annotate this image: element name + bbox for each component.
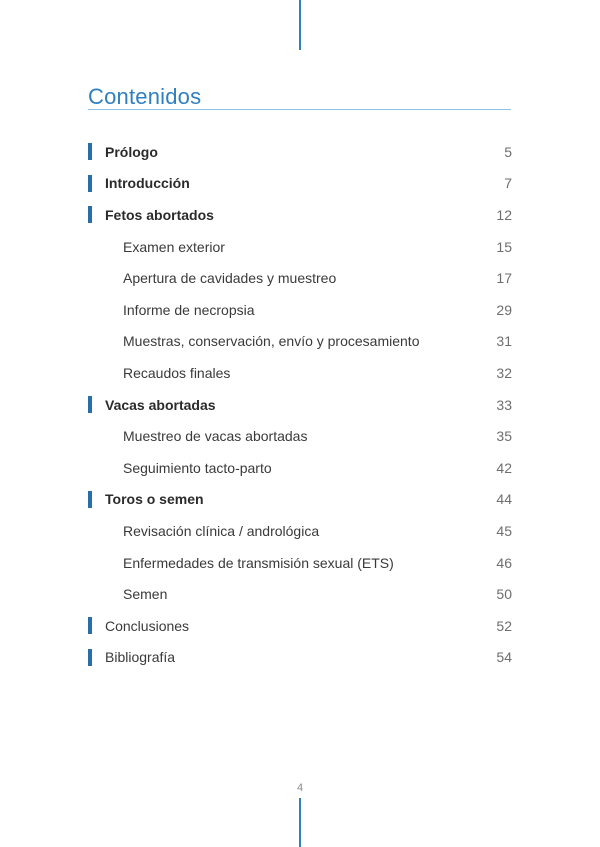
- toc-entry-page-number: 44: [496, 491, 512, 508]
- toc-entry-label: Fetos abortados: [105, 206, 214, 223]
- toc-subsection-entry[interactable]: [88, 262, 512, 294]
- toc-subsection-entry[interactable]: [88, 578, 512, 610]
- toc-section-entry[interactable]: [88, 168, 512, 200]
- toc-entry-page-number: 46: [496, 554, 512, 571]
- toc-section-entry[interactable]: [88, 484, 512, 516]
- toc-entry-label: Seguimiento tacto-parto: [123, 459, 272, 476]
- toc-subsection-entry[interactable]: [88, 515, 512, 547]
- toc-entry-label: Introducción: [105, 175, 190, 192]
- page-title: Contenidos: [88, 84, 202, 109]
- bottom-decorative-rule: [299, 798, 301, 847]
- page-number: 4: [296, 782, 304, 794]
- toc-entry-page-number: 35: [496, 428, 512, 445]
- toc-entry-page-number: 29: [496, 301, 512, 318]
- toc-section-entry[interactable]: [88, 642, 512, 674]
- toc-entry-label: Informe de necropsia: [123, 301, 255, 318]
- section-marker-bar: [88, 175, 92, 192]
- toc-subsection-entry[interactable]: [88, 294, 512, 326]
- section-marker-bar: [88, 649, 92, 666]
- toc-entry-label: Toros o semen: [105, 491, 204, 508]
- toc-entry-label: Conclusiones: [105, 617, 190, 634]
- toc-section-entry[interactable]: [88, 610, 512, 642]
- toc-entry-label: Muestras, conservación, envío y procesamiento: [123, 333, 420, 350]
- top-decorative-rule: [299, 0, 301, 50]
- toc-subsection-entry[interactable]: [88, 231, 512, 263]
- toc-entry-label: Apertura de cavidades y muestreo: [123, 270, 337, 287]
- toc-subsection-entry[interactable]: [88, 420, 512, 452]
- toc-entry-page-number: 32: [496, 364, 512, 381]
- toc-entry-page-number: 31: [496, 333, 512, 350]
- toc-entry-label: Enfermedades de transmisión sexual (ETS): [123, 554, 394, 571]
- toc-entry-label: Recaudos finales: [123, 364, 231, 381]
- toc-subsection-entry[interactable]: [88, 547, 512, 579]
- toc-subsection-entry[interactable]: [88, 452, 512, 484]
- toc-entry-page-number: 33: [496, 396, 512, 413]
- section-marker-bar: [88, 396, 92, 413]
- toc-entry-label: Semen: [123, 586, 168, 603]
- toc-entry-page-number: 17: [496, 270, 512, 287]
- toc-entry-label: Revisación clínica / andrológica: [123, 522, 320, 539]
- toc-entry-page-number: 7: [504, 175, 512, 192]
- toc-entry-page-number: 52: [496, 617, 512, 634]
- section-marker-bar: [88, 491, 92, 508]
- section-marker-bar: [88, 206, 92, 223]
- toc-entry-page-number: 15: [496, 238, 512, 255]
- toc-subsection-entry[interactable]: [88, 357, 512, 389]
- toc-entry-page-number: 12: [496, 206, 512, 223]
- toc-section-entry[interactable]: [88, 136, 512, 168]
- toc-entry-page-number: 42: [496, 459, 512, 476]
- toc-entry-label: Vacas abortadas: [105, 396, 216, 413]
- toc-entry-page-number: 45: [496, 522, 512, 539]
- toc-entry-label: Examen exterior: [123, 238, 225, 255]
- toc-subsection-entry[interactable]: [88, 326, 512, 358]
- table-of-contents: [88, 136, 512, 673]
- toc-entry-label: Prólogo: [105, 143, 158, 160]
- section-marker-bar: [88, 617, 92, 634]
- toc-entry-label: Muestreo de vacas abortadas: [123, 428, 308, 445]
- toc-entry-page-number: 54: [496, 649, 512, 666]
- toc-section-entry[interactable]: [88, 199, 512, 231]
- section-marker-bar: [88, 143, 92, 160]
- toc-entry-label: Bibliografía: [105, 649, 176, 666]
- title-underline: [88, 109, 511, 110]
- toc-section-entry[interactable]: [88, 389, 512, 421]
- toc-entry-page-number: 5: [504, 143, 512, 160]
- toc-entry-page-number: 50: [496, 586, 512, 603]
